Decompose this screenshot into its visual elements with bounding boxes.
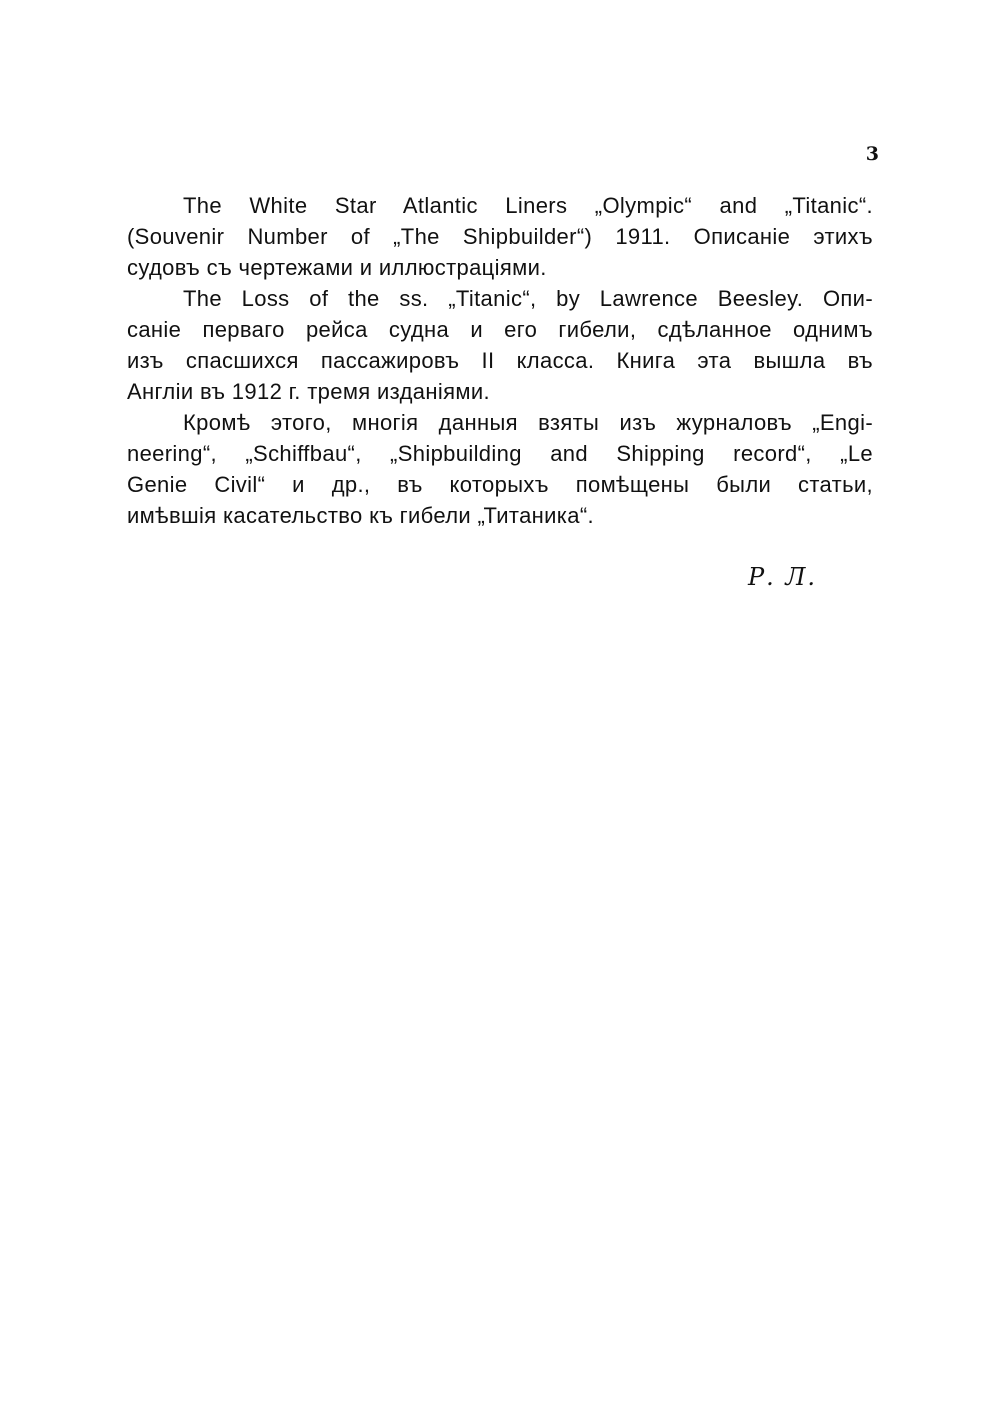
text-line: Кромѣ этого, многiя данныя взяты изъ журналовъ „Engi- [183,410,873,435]
text-line: neering“, „Schiffbau“, „Shipbuilding and Shipping record“, „Le [127,441,873,466]
text-line: The White Star Atlantic Liners „Olympic“ and „Titanic“. [183,193,873,218]
text-line: изъ спасшихся пассажировъ II класса. Книга эта вышла въ [127,348,873,373]
text-line: имѣвшiя касательство къ гибели „Титаника“. [127,503,594,528]
text-line: Англiи въ 1912 г. тремя изданiями. [127,379,490,404]
text-line: судовъ съ чертежами и иллюстрацiями. [127,255,547,280]
paragraph-journals-source [127,407,873,531]
author-signature: Р. Л. [748,563,818,591]
text-line: санiе перваго рейса судна и его гибели, сдѣланное однимъ [127,317,873,342]
paragraph-olympic-titanic-source [127,190,873,283]
paragraph-beesley-source [127,283,873,407]
text-line: (Souvenir Number of „The Shipbuilder“) 1911. Описанiе этихъ [127,224,873,249]
page-number: 3 [865,143,879,165]
text-line: The Loss of the ss. „Titanic“, by Lawrence Beesley. Опи- [183,286,873,311]
body-text [127,190,873,531]
text-line: Genie Civil“ и др., въ которыхъ помѣщены были статьи, [127,472,873,497]
